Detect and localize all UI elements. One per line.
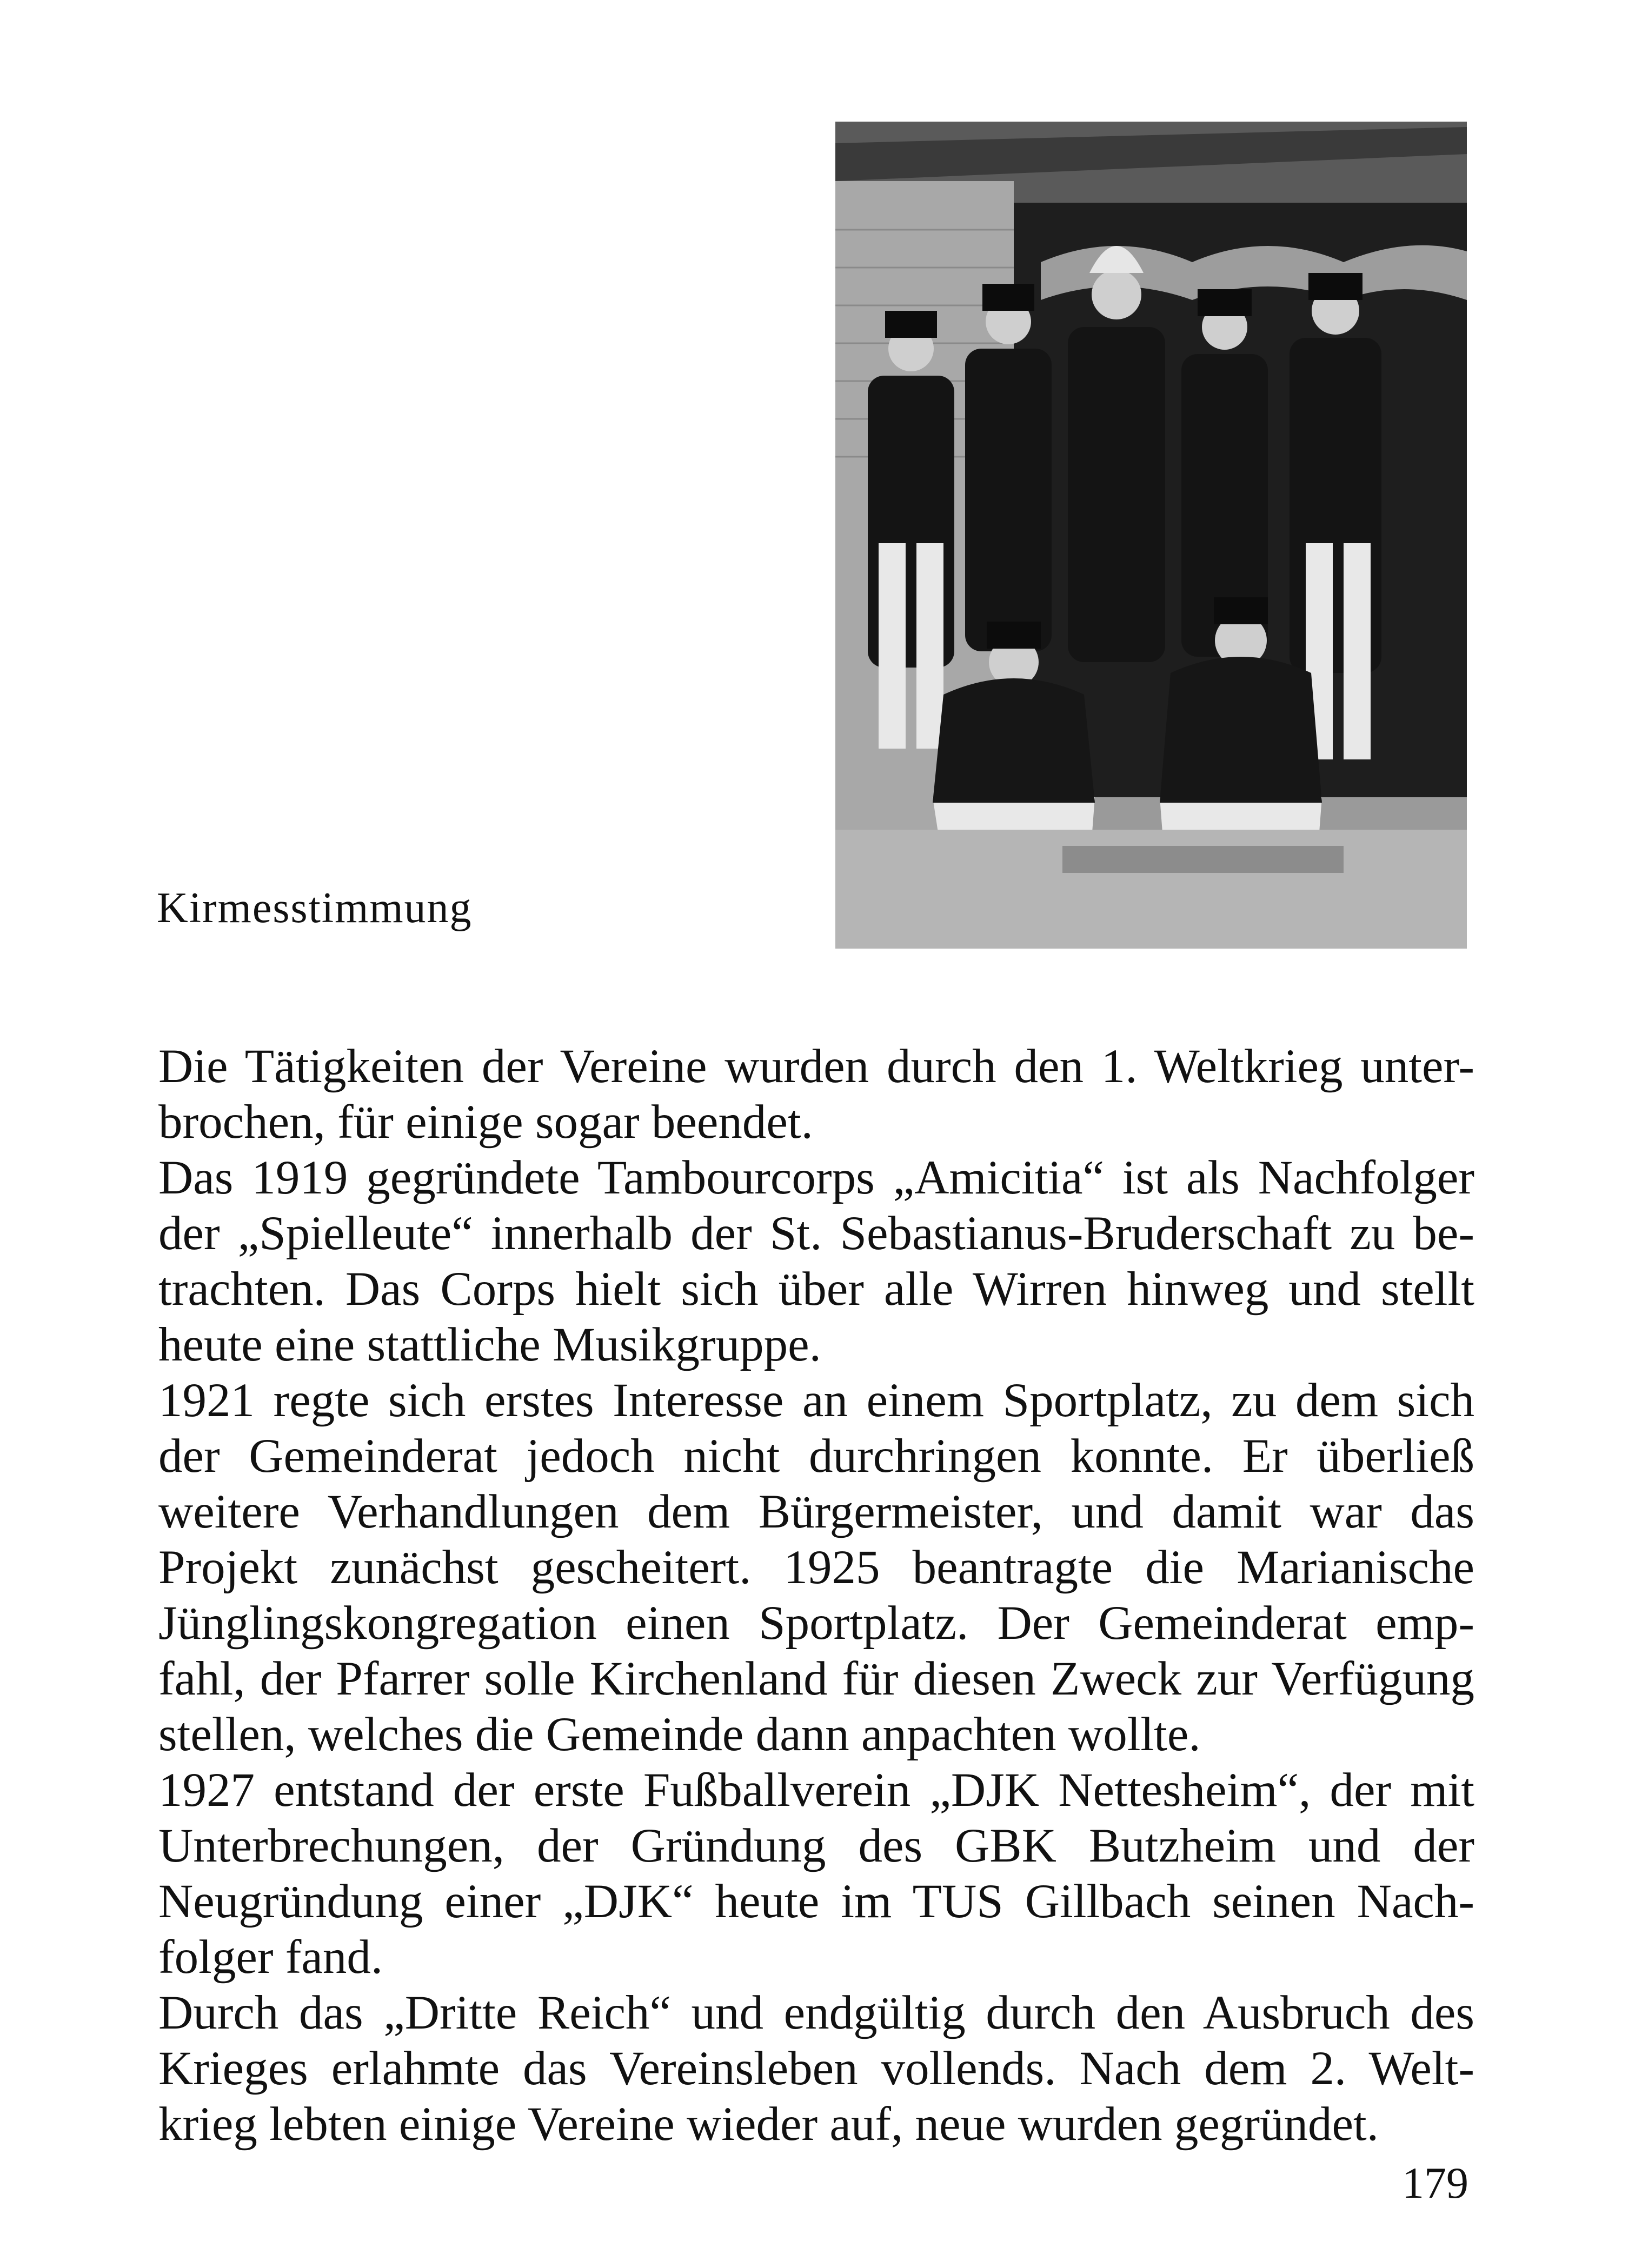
text-line: Krieges erlahmte das Vereinsleben vollends. Nach dem 2. Welt- [158, 2042, 1474, 2095]
text-line: heute eine stattliche Musikgruppe. [158, 1318, 821, 1371]
text-line: fahl, der Pfarrer solle Kirchenland für diesen Zweck zur Verfügung [158, 1652, 1474, 1705]
text-line: folger fand. [158, 1931, 383, 1984]
group-photo-illustration [835, 122, 1467, 949]
text-line: Jünglingskongregation einen Sportplatz. Der Gemeinderat emp- [158, 1597, 1474, 1650]
text-line: der Gemeinderat jedoch nicht durchringen konnte. Er überließ [158, 1430, 1474, 1483]
group-photo [835, 122, 1467, 949]
page-number: 179 [1402, 2158, 1468, 2207]
text-line: der „Spielleute“ innerhalb der St. Sebastianus-Bruderschaft zu be- [158, 1207, 1474, 1260]
text-line: Neugründung einer „DJK“ heute im TUS Gillbach seinen Nach- [158, 1875, 1474, 1928]
text-line: weitere Verhandlungen dem Bürgermeister, und damit war das [158, 1485, 1474, 1538]
text-line: Unterbrechungen, der Gründung des GBK Butzheim und der [158, 1819, 1474, 1872]
text-line: 1921 regte sich erstes Interesse an einem Sportplatz, zu dem sich [158, 1374, 1474, 1427]
text-line: krieg lebten einige Vereine wieder auf, neue wurden gegründet. [158, 2098, 1379, 2151]
text-line: brochen, für einige sogar beendet. [158, 1096, 813, 1149]
body-text [158, 1039, 1474, 2152]
text-line: stellen, welches die Gemeinde dann anpachten wollte. [158, 1708, 1201, 1761]
text-line: 1927 entstand der erste Fußballverein „DJK Nettesheim“, der mit [158, 1764, 1474, 1817]
text-line: Projekt zunächst gescheitert. 1925 beantragte die Marianische [158, 1541, 1474, 1594]
text-line: Die Tätigkeiten der Vereine wurden durch den 1. Weltkrieg unter- [158, 1040, 1474, 1093]
photo-caption: Kirmesstimmung [157, 884, 473, 932]
text-line: Das 1919 gegründete Tambourcorps „Amicitia“ ist als Nachfolger [158, 1151, 1474, 1204]
text-line: Durch das „Dritte Reich“ und endgültig durch den Ausbruch des [158, 1986, 1474, 2039]
text-line: trachten. Das Corps hielt sich über alle Wirren hinweg und stellt [158, 1263, 1474, 1316]
